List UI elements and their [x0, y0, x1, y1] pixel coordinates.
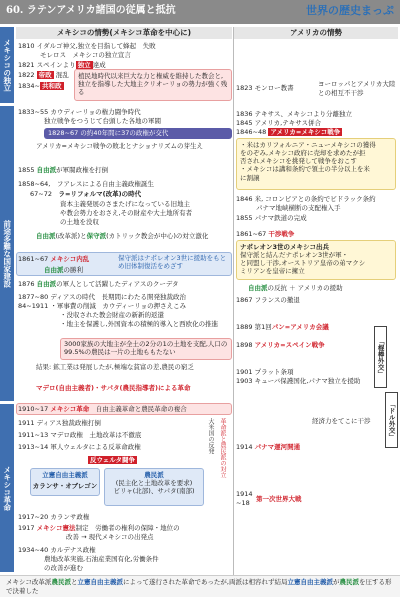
row-civil-conflict: 自由派(改革派)と保守派(カトリック教会が中心)の対立激化 [36, 232, 209, 240]
row-result: 結果: 鉱工業は発展したが,極端な貧富の差,農民の窮乏 [36, 363, 194, 371]
row-1910: 1910~17 メキシコ革命 自由主義革命と農民革命の複合 [18, 405, 187, 413]
row-1867: 67~72 ラ=リフォルマ(改革)の時代 [30, 190, 142, 198]
row-us-1914b2: ~18 [236, 499, 250, 507]
row-defeat: アメリカ=メキシコ戦争の敗北とナショナリズムの芽生え [36, 142, 204, 150]
note-mexican-war: ・米はカリフォルニア・ニューメキシコの獲得 をのぞみ,メキシコ政府に売却を求めたが拒 否されメキシコを挑発して戦争をおこす ・メキシコは講和条約で領土の半分以上を米 に割譲 [236, 138, 396, 190]
row-us-1823c: との相互不干渉 [318, 89, 364, 97]
page-title: 60. ラテンアメリカ諸国の従属と抵抗 [6, 5, 176, 16]
row-1884b: ・没収された教会財産の新新的返還 [60, 311, 164, 319]
row-1833b: 独立戦争をつうじて台頭した各地の軍閥 [44, 117, 161, 125]
agrarian-faction-title: 農民派 [144, 471, 164, 479]
row-us-1846b: 1846 米, コロンビアとの条約でビドラック条約 [236, 195, 376, 203]
column-divider [233, 27, 234, 575]
row-us-1903: 1903 キューバ保護国化,パナマ独立を援助 [236, 377, 361, 385]
row-us-1901: 1901 プラット条項 [236, 368, 294, 376]
row-1867b: 資本主義発展のさまたげになっている旧地主 [60, 200, 190, 208]
row-us-1836: 1836 テキサス、メキシコより分離独立 [236, 110, 352, 118]
row-us-econ: 経済力をてこに干渉 [312, 417, 371, 425]
agrarian-faction-names: ビリャ(北部)、サパタ(南部) [113, 487, 195, 496]
agrarian-faction-demand: (民主化と土地改革を要求) [115, 479, 193, 488]
footer-summary: メキシコ改革派農民派と立憲自由主義派によって遂行された革命であったが,両派は相容れず結局立憲自由主義派が農民派を圧する形で決着した [0, 575, 400, 597]
row-1913: 1913~14 軍人ウェルタによる反革命政権 [18, 443, 141, 451]
row-1858: 1858~64, フアレスによる自由主義政権誕生 [18, 180, 154, 188]
tag-independence: 独立 [77, 61, 91, 69]
row-1833: 1833~55 カウディーリョの権力闘争時代 [18, 108, 141, 116]
row-1911b: 1911~13 マデロ政権 土地改革は不徹底 [18, 431, 142, 439]
row-us-1861b: 自由派の反抗 ＋ アメリカの援助 [248, 284, 343, 292]
brand-name: 世界の歴史まっぷ [306, 4, 394, 17]
note-faction-conflict: 革命派と農民派の対立 [219, 418, 226, 478]
band-nation-building: 前途多難な国家建設 [0, 106, 14, 401]
row-1917c: 改善 → 現代メキシコの出発点 [66, 533, 154, 541]
row-1877: 1877~80 ディアスの時代 長期間にわたる開発独裁政治 [18, 293, 187, 301]
row-us-1914: 1914 パナマ運河開通 [236, 443, 301, 451]
agrarian-faction-box [104, 468, 204, 506]
tag-republic: 共和政 [42, 82, 62, 90]
liberal-faction-box [30, 468, 100, 496]
note-intervention: ナポレオン3世のメキシコ出兵 保守派と結んだナポレオン3世が軍・ と同盟し干渉,オーストリア皇帝の弟マクシ ミリアンを皇帝に擁立 [236, 240, 396, 280]
band-independence: メキシコの独立 [0, 27, 14, 103]
row-1867c: や教会勢力をおさえ,その財産や大土地所有者 [60, 209, 193, 217]
row-us-1846: 1846~48 アメリカ=メキシコ戦争 [236, 128, 341, 136]
row-1822: 1822 帝政 混乱 [18, 71, 69, 79]
row-1884c: ・地主を保護し,外国資本の積極的導入と西欧化の推進 [60, 320, 219, 328]
row-us-1914b: 1914 [236, 490, 253, 498]
row-1911: 1911 ディアス独裁政権打倒 [18, 419, 101, 427]
row-us-1823b: ヨーロッパとアメリカ大陸 [318, 80, 396, 88]
row-us-1855: 1855 パナマ鉄道の完成 [236, 214, 307, 222]
row-us-1823: 1823 モンロー教書 [236, 84, 294, 92]
row-1867d: の土地を没収 [60, 218, 99, 226]
row-1934c: の改善が進む [44, 564, 83, 572]
note-napoleon-aid: 保守派はナポレオン3世に援助をもとめ旧体制復活をめざす [118, 254, 227, 271]
row-us-ww1: 第一次世界大戦 [256, 495, 302, 503]
note-40-years: 1828~67 の約40年間に37の政権が交代 [44, 128, 232, 139]
note-church-criollo: 植民地時代以来巨大な力と権威を維持した教会と,独立を指導した大地主クリオーリョの勢力が強く残る [74, 69, 232, 101]
row-us-1861: 1861~67 干渉戦争 [236, 230, 295, 238]
row-1855: 1855 自由派が軍閥政権を打倒 [18, 166, 109, 174]
column-header-mexico: メキシコの情勢(メキシコ革命を中心に) [16, 27, 232, 39]
row-1821: 1821 スペインより 独立 達成 [18, 61, 106, 69]
row-us-1867: 1867 フランスの撤退 [236, 296, 300, 304]
label-dollar-diplomacy: 「ドル外交」 [385, 392, 398, 448]
row-1810a: 1810 イダルゴ神父,独立を目指して蜂起 失敗 [18, 42, 156, 50]
note-us-reaction: 大米国の反発 [207, 418, 214, 454]
row-1834: 1834~ 共和政 [18, 82, 62, 90]
label-big-stick: 「棍棒外交」 [374, 326, 387, 388]
row-madero: マデロ(自由主義者)・サパタ(農民指導者)による革命 [36, 384, 191, 392]
liberal-faction-names: カランサ・オブレゴン [32, 482, 98, 491]
row-1884: 84~1911 ・軍事費の削減 カウディーリョの押さえこみ [18, 302, 187, 310]
liberal-faction-title: 立憲自由主義派 [42, 471, 88, 479]
row-1876: 1876 自由派の軍人として活躍したディアスのクーデタ [18, 280, 179, 288]
brand-logo [306, 4, 394, 18]
tag-empire: 帝政 [38, 71, 52, 79]
row-1934: 1934~40 カルデナス政権 [18, 546, 96, 554]
band-revolution: メキシコ革命 [0, 404, 14, 572]
row-1861-win: 自由派の勝利 [44, 266, 83, 274]
row-1917: 1917~20 カランサ政権 [18, 513, 90, 521]
row-1810b: モレロス メキシコの独立宣言 [40, 51, 131, 59]
row-us-1889: 1889 第1回パン=アメリカ会議 [236, 323, 329, 331]
row-us-1845: 1845 アメリカ,テキサス併合 [236, 119, 321, 127]
row-us-1846c: パナマ地峡横断の支配権入手 [256, 204, 341, 212]
row-1861: 1861~67 メキシコ内乱 [18, 255, 90, 263]
row-us-1898: 1898 アメリカ=スペイン戦争 [236, 341, 325, 349]
column-header-america: アメリカの情勢 [234, 27, 398, 39]
note-landowners: 3000家族の大地主が全土の2分の1の土地を支配,人口の99.5%の農民は一片の土地ももたない [60, 338, 232, 360]
tag-anti-huerta: 反ウェルタ闘争 [90, 456, 135, 464]
row-1934b: 農地改革実施,石油産業国有化,労働条件 [44, 555, 159, 563]
row-1917b: 1917 メキシコ憲法制定 労働者の権利の保障・地位の [18, 524, 180, 532]
